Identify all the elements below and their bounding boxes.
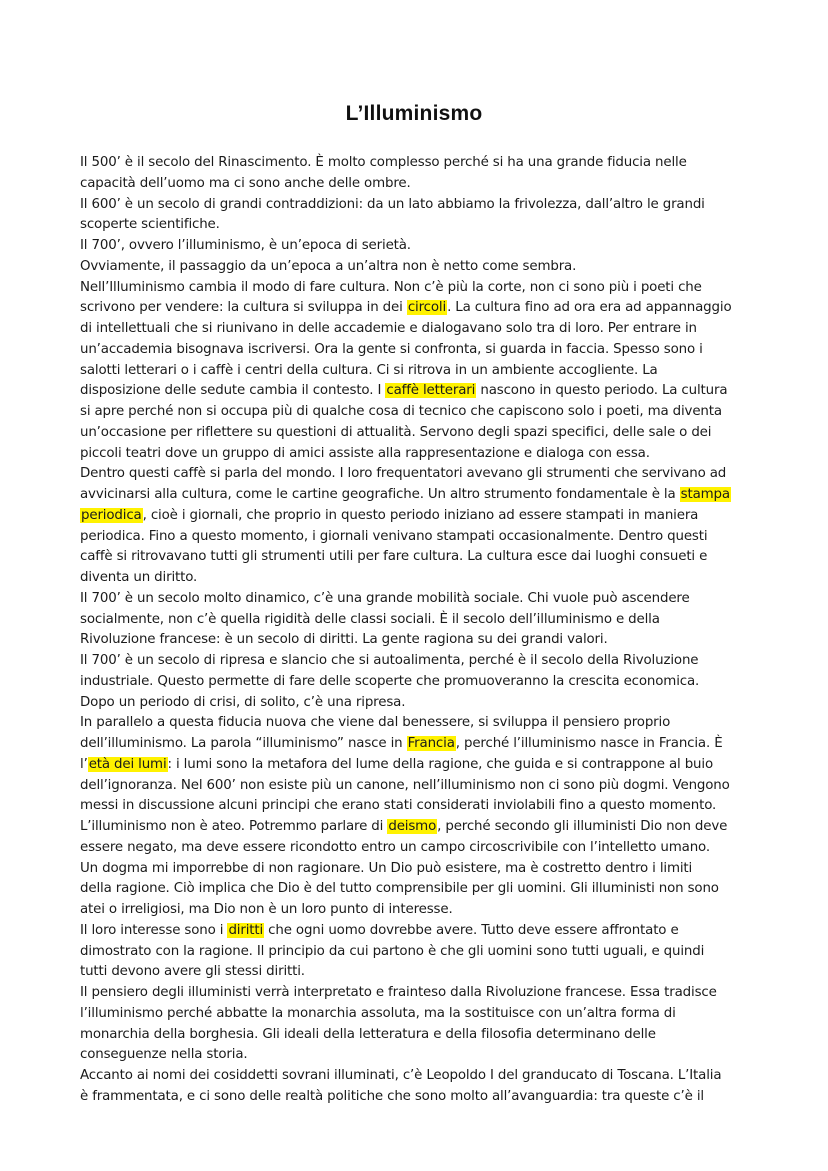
highlighted-term: diritti xyxy=(228,922,264,938)
text-line xyxy=(80,672,760,693)
text-segment: Il 700’ è un secolo di ripresa e slancio che si autoalimenta, perché è il secolo della Rivoluzione xyxy=(80,653,699,668)
text-segment: è frammentata, e ci sono delle realtà politiche che sono molto all’avanguardia: tra queste c’è il xyxy=(80,1088,704,1104)
text-segment: salotti letterari o i caffè i centri della cultura. Ci si ritrova in un ambiente accogliente. La xyxy=(80,362,658,378)
text-line xyxy=(80,444,760,465)
text-segment: un’accademia bisognava iscriversi. Ora la gente si confronta, si guarda in faccia. Spesso sono i xyxy=(80,341,703,357)
text-line xyxy=(80,1087,760,1108)
document-body xyxy=(80,153,760,1108)
text-segment: scrivono per vendere: la cultura si sviluppa in dei xyxy=(80,300,407,316)
text-line xyxy=(80,153,760,174)
text-segment: che ogni uomo dovrebbe avere. Tutto deve essere affrontato e xyxy=(264,922,679,938)
text-segment: Il 500’ è il secolo del Rinascimento. È molto complesso perché si ha una grande fiducia nelle xyxy=(80,155,687,170)
text-line xyxy=(80,713,760,734)
text-segment: Ovviamente, il passaggio da un’epoca a un’altra non è netto come sembra. xyxy=(80,258,577,274)
text-line xyxy=(80,174,760,195)
text-segment: caffè si ritrovavano tutti gli strumenti utili per fare cultura. La cultura esce dai luoghi consueti e xyxy=(80,549,708,565)
text-segment: della ragione. Ciò implica che Dio è del tutto comprensibile per gli uomini. Gli illuministi non sono xyxy=(80,881,719,897)
text-line xyxy=(80,1045,760,1066)
text-segment: , cioè i giornali, che proprio in questo periodo iniziano ad essere stampati in maniera xyxy=(142,507,699,523)
text-segment: Il pensiero degli illuministi verrà interpretato e frainteso dalla Rivoluzione francese. Essa tradisce xyxy=(80,985,717,1000)
text-line xyxy=(80,381,760,402)
highlighted-term: Francia xyxy=(407,736,455,751)
text-line xyxy=(80,278,760,299)
text-line xyxy=(80,485,760,506)
text-line xyxy=(80,257,760,278)
text-line xyxy=(80,755,760,776)
text-line xyxy=(80,838,760,859)
text-segment: avvicinarsi alla cultura, come le cartine geografiche. Un altro strumento fondamentale è la xyxy=(80,487,680,502)
text-line xyxy=(80,298,760,319)
text-segment: messi in discussione alcuni principi che erano stati considerati inviolabili fino a questo momento. xyxy=(80,798,717,814)
text-line xyxy=(80,215,760,236)
text-segment: . La cultura fino ad ora era ad appannaggio xyxy=(447,300,732,316)
text-segment: capacità dell’uomo ma ci sono anche delle ombre. xyxy=(80,175,411,191)
text-line xyxy=(80,921,760,942)
text-segment: un’occasione per riflettere su questioni di attualità. Servono degli spazi specifici, delle sale o dei xyxy=(80,424,712,440)
text-segment: In parallelo a questa fiducia nuova che viene dal benessere, si sviluppa il pensiero proprio xyxy=(80,715,671,731)
highlighted-term: deismo xyxy=(388,819,437,834)
text-segment: l’ xyxy=(80,756,88,772)
text-segment: disposizione delle sedute cambia il contesto. I xyxy=(80,383,386,399)
text-line xyxy=(80,236,760,257)
text-segment: si apre perché non si occupa più di qualche cosa di tecnico che capiscono solo i poeti, ma diventa xyxy=(80,404,722,419)
text-segment: Nell’Illuminismo cambia il modo di fare cultura. Non c’è più la corte, non ci sono più i poeti che xyxy=(80,279,702,295)
text-line xyxy=(80,651,760,672)
text-segment: conseguenze nella storia. xyxy=(80,1047,248,1063)
text-segment: Il 700’ è un secolo molto dinamico, c’è una grande mobilità sociale. Chi vuole può ascendere xyxy=(80,590,690,606)
text-segment: scoperte scientifiche. xyxy=(80,217,220,233)
highlighted-term: età dei lumi xyxy=(88,756,167,772)
text-segment: Un dogma mi imporrebbe di non ragionare. Un Dio può esistere, ma è costretto dentro i limiti xyxy=(80,860,693,876)
text-segment: Accanto ai nomi dei cosiddetti sovrani illuminati, c’è Leopoldo I del granducato di Toscana. L’Italia xyxy=(80,1068,722,1083)
text-segment: di intellettuali che si riunivano in delle accademie e dialogavano solo tra di loro. Per entrare in xyxy=(80,321,697,336)
text-line xyxy=(80,1004,760,1025)
text-segment: periodica. Fino a questo momento, i giornali venivano stampati occasionalmente. Dentro questi xyxy=(80,528,708,544)
text-segment: : i lumi sono la metafora del lume della ragione, che guida e si contrappone al buio xyxy=(167,756,713,772)
text-line xyxy=(80,361,760,382)
text-line xyxy=(80,796,760,817)
highlighted-term: periodica xyxy=(81,507,142,523)
text-segment: atei o irreligiosi, ma Dio non è un loro punto di interesse. xyxy=(80,902,453,917)
text-segment: dell’ignoranza. Nel 600’ non esiste più un canone, nell’illuminismo non ci sono più dogmi. Vengono xyxy=(80,777,730,793)
text-segment: dell’illuminismo. La parola “illuminismo” nasce in xyxy=(80,736,407,751)
text-line xyxy=(80,195,760,216)
highlighted-term: caffè letterari xyxy=(386,383,476,399)
text-line xyxy=(80,817,760,838)
text-segment: Il 700’, ovvero l’illuminismo, è un’epoca di serietà. xyxy=(80,238,411,253)
text-segment: L’illuminismo non è ateo. Potremmo parlare di xyxy=(80,819,388,834)
text-segment: Dopo un periodo di crisi, di solito, c’è una ripresa. xyxy=(80,694,406,710)
text-line xyxy=(80,423,760,444)
text-line xyxy=(80,900,760,921)
text-line xyxy=(80,734,760,755)
text-line xyxy=(80,1025,760,1046)
text-line xyxy=(80,568,760,589)
text-line xyxy=(80,589,760,610)
text-segment: Dentro questi caffè si parla del mondo. I loro frequentatori avevano gli strumenti che servivano ad xyxy=(80,466,727,482)
text-segment: essere negato, ma deve essere ricondotto entro un campo circoscrivibile con l’intelletto umano. xyxy=(80,839,710,855)
highlighted-term: circoli xyxy=(407,300,447,316)
text-line xyxy=(80,1066,760,1087)
text-segment: piccoli teatri dove un gruppo di amici assiste alla rappresentazione e dialoga con essa. xyxy=(80,445,650,461)
text-line xyxy=(80,610,760,631)
text-line xyxy=(80,464,760,485)
text-segment: l’illuminismo perché abbatte la monarchia assoluta, ma la sostituisce con un’altra forma di xyxy=(80,1005,676,1021)
text-line xyxy=(80,319,760,340)
text-line xyxy=(80,983,760,1004)
text-segment: , perché l’illuminismo nasce in Francia. È xyxy=(455,736,723,751)
text-line xyxy=(80,506,760,527)
text-line xyxy=(80,693,760,714)
text-segment: , perché secondo gli illuministi Dio non deve xyxy=(437,819,728,834)
text-segment: diventa un diritto. xyxy=(80,570,198,585)
text-line xyxy=(80,630,760,651)
text-line xyxy=(80,879,760,900)
text-segment: dimostrato con la ragione. Il principio da cui partono è che gli uomini sono tutti uguali, e quindi xyxy=(80,943,705,959)
text-segment: monarchia della borghesia. Gli ideali della letteratura e della filosofia determinano delle xyxy=(80,1026,656,1042)
text-line xyxy=(80,776,760,797)
text-line xyxy=(80,547,760,568)
highlighted-term: stampa xyxy=(680,487,730,502)
text-segment: socialmente, non c’è quella rigidità delle classi sociali. È il secolo dell’illuminismo e della xyxy=(80,611,660,627)
text-segment: Rivoluzione francese: è un secolo di diritti. La gente ragiona su dei grandi valori. xyxy=(80,632,608,648)
text-line xyxy=(80,942,760,963)
text-line xyxy=(80,340,760,361)
text-segment: industriale. Questo permette di fare delle scoperte che promuoveranno la crescita economica. xyxy=(80,673,700,689)
text-line xyxy=(80,859,760,880)
text-segment: nascono in questo periodo. La cultura xyxy=(476,383,728,399)
text-line xyxy=(80,527,760,548)
text-line xyxy=(80,402,760,423)
text-segment: Il 600’ è un secolo di grandi contraddizioni: da un lato abbiamo la frivolezza, dall’altro le grandi xyxy=(80,196,705,212)
text-segment: tutti devono avere gli stessi diritti. xyxy=(80,964,305,980)
page-title: L’Illuminismo xyxy=(345,102,483,125)
text-segment: Il loro interesse sono i xyxy=(80,922,228,938)
text-line xyxy=(80,962,760,983)
